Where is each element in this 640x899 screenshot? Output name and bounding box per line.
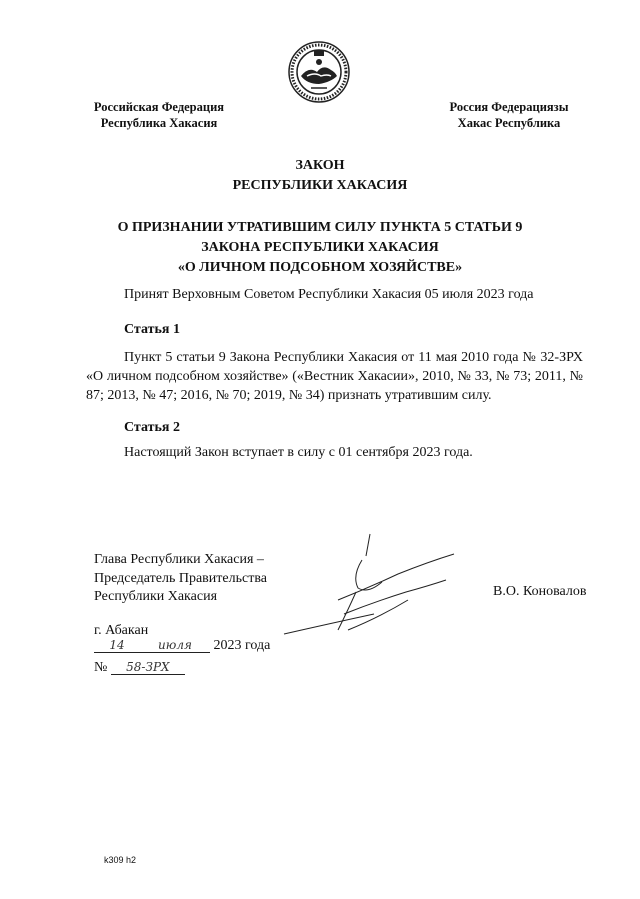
article-1-heading: Статья 1: [124, 322, 180, 337]
signer-position-line-2: Председатель Правительства: [94, 570, 267, 586]
article-1-text: Пункт 5 статьи 9 Закона Республики Хакасия от 11 мая 2010 года № 32-ЗРХ «О личном подсобном хозяйстве» («Вестник Хакасии», 2010, № 33, № 73; 2011, № 87; 2013, № 47; 2016, № 70; 2019, № 34) признать утратившим силу.: [86, 350, 583, 403]
header-right: [444, 99, 574, 131]
header-right-line-1: Россия Федерациязы: [449, 100, 569, 114]
law-name-line-2: ЗАКОНА РЕСПУБЛИКИ ХАКАСИЯ: [201, 240, 439, 255]
header-left: [86, 99, 232, 131]
law-type-line-2: РЕСПУБЛИКИ ХАКАСИЯ: [232, 178, 408, 193]
date-month-handwritten: июля: [140, 638, 210, 653]
header-right-line-2: Хакас Республика: [457, 116, 561, 130]
signer-position-line-3: Республики Хакасия: [94, 589, 218, 604]
date-year-suffix: 2023 года: [213, 638, 271, 653]
signing-city: г. Абакан: [94, 623, 149, 638]
law-number: [94, 660, 185, 676]
signing-date: [94, 638, 270, 654]
signer-position: [94, 551, 267, 607]
law-name-line-1: О ПРИЗНАНИИ УТРАТИВШИМ СИЛУ ПУНКТА 5 СТАТЬИ 9: [117, 220, 523, 235]
signer-position-line-1: Глава Республики Хакасия –: [94, 552, 264, 567]
law-type-title: [0, 156, 640, 196]
law-number-prefix: №: [94, 660, 108, 675]
header-left-line-2: Республика Хакасия: [100, 116, 218, 130]
law-type-line-1: ЗАКОН: [295, 158, 345, 173]
signer-name: В.О. Коновалов: [493, 584, 587, 599]
handwritten-signature: [278, 530, 483, 648]
law-name-line-3: «О ЛИЧНОМ ПОДСОБНОМ ХОЗЯЙСТВЕ»: [177, 260, 463, 275]
adoption-statement: Принят Верховным Советом Республики Хакасия 05 июля 2023 года: [124, 287, 534, 302]
law-name-title: [0, 218, 640, 278]
article-2-heading: Статья 2: [124, 420, 180, 435]
document-code: k309 h2: [104, 855, 137, 865]
date-day-handwritten: 14: [94, 638, 140, 653]
law-number-handwritten: 58-ЗРХ: [111, 660, 185, 675]
article-2-text: Настоящий Закон вступает в силу с 01 сентября 2023 года.: [124, 445, 473, 460]
coat-of-arms-emblem: [287, 40, 351, 104]
header-left-line-1: Российская Федерация: [93, 100, 225, 114]
